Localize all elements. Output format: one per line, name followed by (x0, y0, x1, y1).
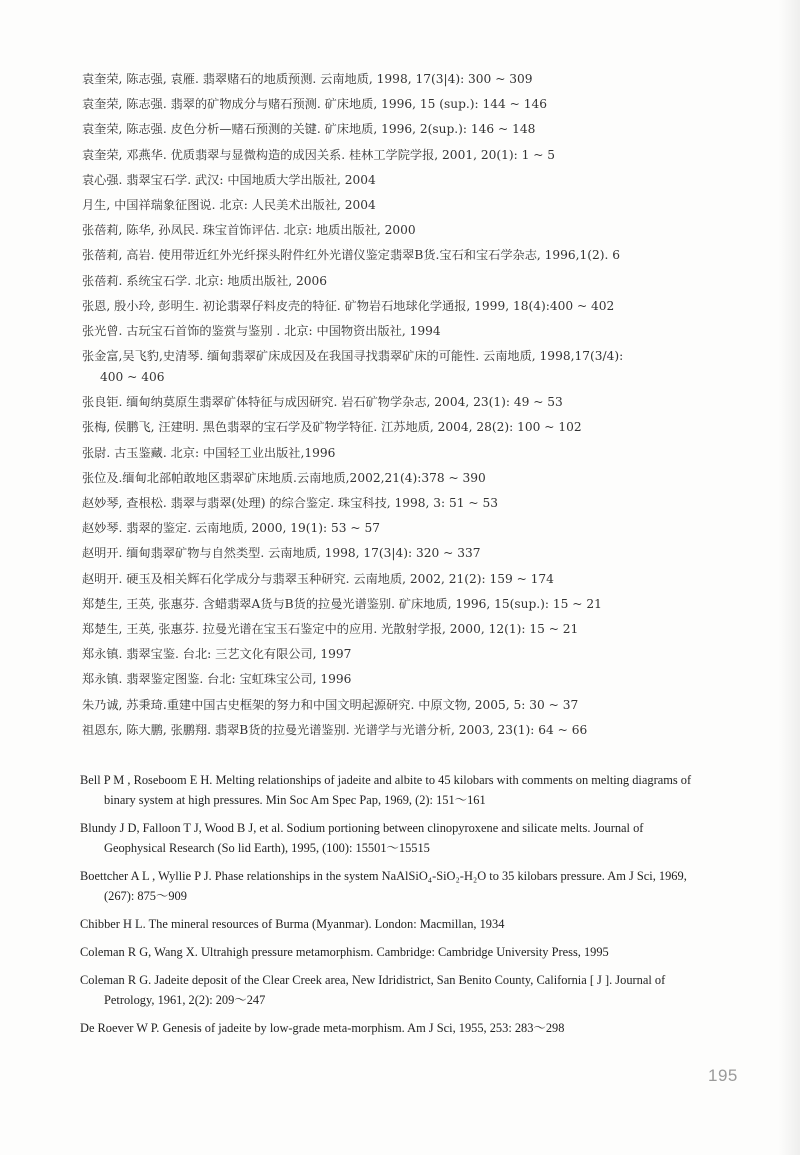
reference-entry: 张蓓莉. 系统宝石学. 北京: 地质出版社, 2006 (82, 273, 328, 288)
chinese-reference-list (82, 72, 772, 748)
reference-entry: 张尉. 古玉鉴藏. 北京: 中国轻工业出版社,1996 (82, 445, 336, 460)
reference-entry: Coleman R G. Jadeite deposit of the Clear Creek area, New Idridistrict, San Benito County, California [ J ]. Journal of Petrology, 1961, 2(2): 209～247 (80, 973, 666, 1007)
reference-entry: 张良钜. 缅甸纳莫原生翡翠矿体特征与成因研究. 岩石矿物学杂志, 2004, 23(1): 49 ~ 53 (82, 395, 563, 410)
reference-entry: Blundy J D, Falloon T J, Wood B J, et al. Sodium portioning between clinopyroxene and silicate melts. Journal of Geophysical Research (So lid Earth), 1995, (100): 15501～15515 (80, 821, 644, 855)
reference-entry: 赵妙琴, 查根松. 翡翠与翡翠(处理) 的综合鉴定. 珠宝科技, 1998, 3: 51 ~ 53 (82, 496, 498, 510)
reference-entry: 张恩, 殷小玲, 彭明生. 初论翡翠仔料皮壳的特征. 矿物岩石地球化学通报, 1999, 18(4):400 ~ 402 (82, 298, 615, 313)
reference-entry: 张蓓莉, 高岩. 使用带近红外光纤探头附件红外光谱仪鉴定翡翠B货.宝石和宝石学杂志, 1996,1(2). 6 (82, 248, 621, 263)
reference-entry: 郑楚生, 王英, 张惠芬. 含蜡翡翠A货与B货的拉曼光谱鉴别. 矿床地质, 1996, 15(sup.): 15 ~ 21 (82, 596, 602, 611)
reference-entry (82, 349, 772, 385)
reference-entry: 郑永镇. 翡翠鉴定图鉴. 台北: 宝虹珠宝公司, 1996 (82, 672, 352, 687)
reference-entry: 袁奎荣, 陈志强, 袁雁. 翡翠赌石的地质预测. 云南地质, 1998, 17(3|4): 300 ~ 309 (82, 72, 533, 86)
reference-entry: Bell P M , Roseboom E H. Melting relationships of jadeite and albite to 45 kilobars with comments on melting diagrams of binary system at high pressures. Min Soc Am Spec Pap, 1969, (2): 151～161 (80, 773, 692, 807)
reference-entry: 赵明开. 缅甸翡翠矿物与自然类型. 云南地质, 1998, 17(3|4): 320 ~ 337 (82, 546, 481, 561)
reference-entry: 袁奎荣, 陈志强. 皮色分析—赌石预测的关键. 矿床地质, 1996, 2(sup.): 146 ~ 148 (82, 122, 536, 137)
reference-entry: 张位及.缅甸北部帕敢地区翡翠矿床地质.云南地质,2002,21(4):378 ~ 390 (82, 470, 486, 485)
reference-entry: 朱乃诚, 苏秉琦.重建中国古史框架的努力和中国文明起源研究. 中原文物, 2005, 5: 30 ~ 37 (82, 697, 579, 712)
reference-entry: Coleman R G, Wang X. Ultrahigh pressure metamorphism. Cambridge: Cambridge University Press, 1995 (80, 945, 609, 959)
reference-entry: 袁奎荣, 陈志强. 翡翠的矿物成分与赌石预测. 矿床地质, 1996, 15 (sup.): 144 ~ 146 (82, 97, 548, 112)
page-number: 195 (708, 1066, 738, 1085)
reference-entry: 郑楚生, 王英, 张惠芬. 拉曼光谱在宝玉石鉴定中的应用. 光散射学报, 2000, 12(1): 15 ~ 21 (82, 621, 579, 636)
reference-entry: 张光曾. 古玩宝石首饰的鉴赏与鉴别 . 北京: 中国物资出版社, 1994 (82, 323, 441, 338)
reference-entry: De Roever W P. Genesis of jadeite by low-grade meta-morphism. Am J Sci, 1955, 253: 283～298 (80, 1021, 565, 1035)
reference-entry: 月生, 中国祥瑞象征图说. 北京: 人民美术出版社, 2004 (82, 197, 376, 212)
reference-entry: 赵妙琴. 翡翠的鉴定. 云南地质, 2000, 19(1): 53 ~ 57 (82, 521, 380, 536)
english-reference-list (80, 770, 700, 1046)
reference-entry: Chibber H L. The mineral resources of Burma (Myanmar). London: Macmillan, 1934 (80, 917, 505, 931)
reference-entry: 祖恩东, 陈大鹏, 张鹏翔. 翡翠B货的拉曼光谱鉴别. 光谱学与光谱分析, 2003, 23(1): 64 ~ 66 (82, 722, 588, 737)
reference-entry: 赵明开. 硬玉及相关辉石化学成分与翡翠玉种研究. 云南地质, 2002, 21(2): 159 ~ 174 (82, 571, 554, 586)
page-edge-shadow (778, 0, 800, 1155)
reference-entry: 袁奎荣, 邓燕华. 优质翡翠与显微构造的成因关系. 桂林工学院学报, 2001, 20(1): 1 ~ 5 (82, 147, 556, 162)
reference-entry: 袁心强. 翡翠宝石学. 武汉: 中国地质大学出版社, 2004 (82, 172, 376, 187)
reference-entry-text: 张金富,吴飞豹,史清琴. 缅甸翡翠矿床成因及在我国寻找翡翠矿床的可能性. 云南地质, 1998,17(3/4): (82, 349, 624, 364)
reference-entry-continuation: 400 ~ 406 (100, 370, 165, 385)
reference-entry: 张梅, 侯鹏飞, 汪建明. 黑色翡翠的宝石学及矿物学特征. 江苏地质, 2004, 28(2): 100 ~ 102 (82, 420, 582, 435)
reference-entry: 郑永镇. 翡翠宝鉴. 台北: 三艺文化有限公司, 1997 (82, 647, 352, 662)
reference-entry: Boettcher A L , Wyllie P J. Phase relationships in the system NaAlSiO₄-SiO₂-H₂O to 35 kilobars pressure. Am J Sci, 1969, (267): 875～909 (80, 869, 687, 903)
reference-entry: 张蓓莉, 陈华, 孙凤民. 珠宝首饰评估. 北京: 地质出版社, 2000 (82, 223, 416, 238)
